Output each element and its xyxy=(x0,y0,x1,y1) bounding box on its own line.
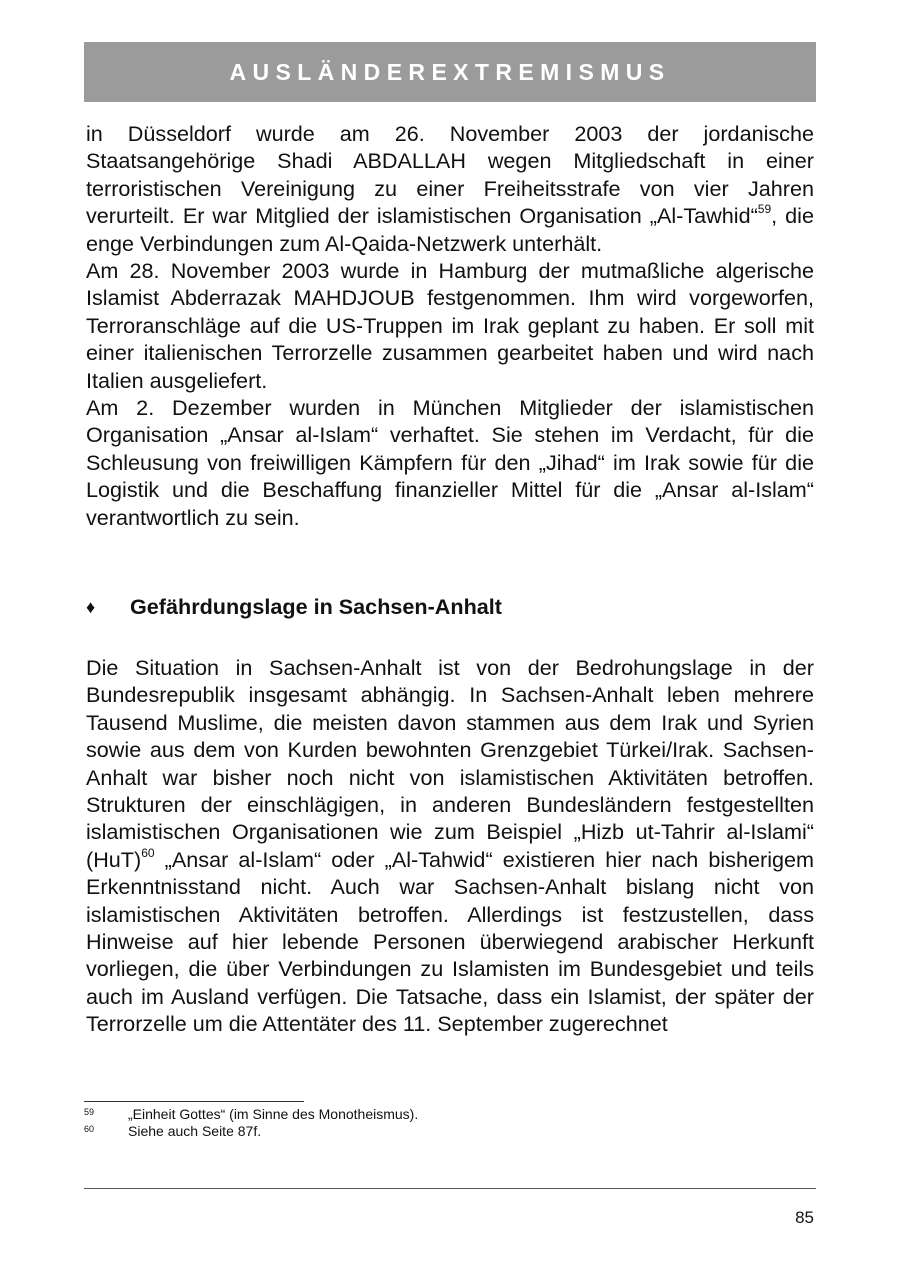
section-heading-text: Gefährdungslage in Sachsen-Anhalt xyxy=(130,594,502,619)
paragraph-mahdjoub: Am 28. November 2003 wurde in Hamburg der mutmaßliche algerische Islamist Abderrazak MAHDJOUB festgenommen. Ihm wird vorgeworfen, Terroranschläge auf die US-Truppen im Irak geplant zu haben. Er soll mit einer italienischen Terrorzelle zusammen gearbeitet haben und wird nach Italien ausgeliefert. xyxy=(86,258,814,393)
body-text-top xyxy=(86,120,814,531)
paragraph-text: in Düsseldorf wurde am 26. November 2003 der jordanische Staatsangehörige Shadi ABDALLAH wegen Mitgliedschaft in einer terroristischen Vereinigung zu einer Freiheitsstrafe von vier Jahren verurteilt. Er war Mitglied der islamistischen Organisation „Al-Tawhid“ xyxy=(86,121,814,229)
footnotes xyxy=(84,1106,684,1140)
footnote-number: 59 xyxy=(84,1107,95,1117)
paragraph-text: , die enge Verbindungen zum Al-Qaida-Netzwerk unterhält. xyxy=(86,203,814,256)
page-header-title: AUSLÄNDEREXTREMISMUS xyxy=(229,58,671,85)
page-header-bar xyxy=(84,42,816,102)
footnote-60 xyxy=(84,1123,684,1140)
body-text-section xyxy=(86,654,814,1038)
paragraph-text: „Ansar al-Islam“ oder „Al-Tahwid“ existieren hier nach bisherigem Erkenntnisstand nicht. Auch war Sachsen-Anhalt bislang nicht von islamistischen Aktivitäten betroffen. Allerdings ist festzustellen, dass Hinweise auf hier lebende Personen überwiegend arabischer Herkunft vorliegen, die über Verbindungen zu Islamisten im Bundesgebiet und teils auch im Ausland verfügen. Die Tatsache, dass ein Islamist, der später der Terrorzelle um die Attentäter des 11. September zugerechnet xyxy=(86,846,814,1037)
footnote-ref-59[interactable]: 59 xyxy=(757,202,772,217)
footnote-text: Siehe auch Seite 87f. xyxy=(128,1123,262,1139)
footer-divider xyxy=(84,1188,816,1189)
paragraph-sachsen-anhalt xyxy=(86,654,814,1038)
page-number: 85 xyxy=(795,1208,814,1227)
section-heading xyxy=(86,594,502,620)
paragraph-abdallah xyxy=(86,120,814,257)
paragraph-ansar-al-islam: Am 2. Dezember wurden in München Mitglieder der islamistischen Organisation „Ansar al-Islam“ verhaftet. Sie stehen im Verdacht, für die Schleusung von freiwilligen Kämpfern für den „Jihad“ im Irak sowie für die Logistik und die Beschaffung finanzieller Mittel für die „Ansar al-Islam“ verantwortlich zu sein. xyxy=(86,395,814,530)
footnote-ref-60[interactable]: 60 xyxy=(141,845,155,860)
diamond-bullet-icon: ♦ xyxy=(86,596,96,617)
footnote-divider xyxy=(84,1101,304,1102)
footnote-number: 60 xyxy=(84,1124,95,1134)
paragraph-text: Die Situation in Sachsen-Anhalt ist von der Bedrohungslage in der Bundesrepublik insgesamt abhängig. In Sachsen-Anhalt leben mehrere Tausend Muslime, die meisten davon stammen aus dem Irak und Syrien sowie aus dem von Kurden bewohnten Grenzgebiet Türkei/Irak. Sachsen-Anhalt war bisher noch nicht von islamistischen Aktivitäten betroffen. Strukturen der einschlägigen, in anderen Bundesländern festgestellten islamistischen Organisationen wie zum Beispiel „Hizb ut-Tahrir al-Islami“ (HuT) xyxy=(86,655,814,872)
footnote-text: „Einheit Gottes“ (im Sinne des Monotheismus). xyxy=(128,1106,419,1122)
footnote-59 xyxy=(84,1106,684,1123)
